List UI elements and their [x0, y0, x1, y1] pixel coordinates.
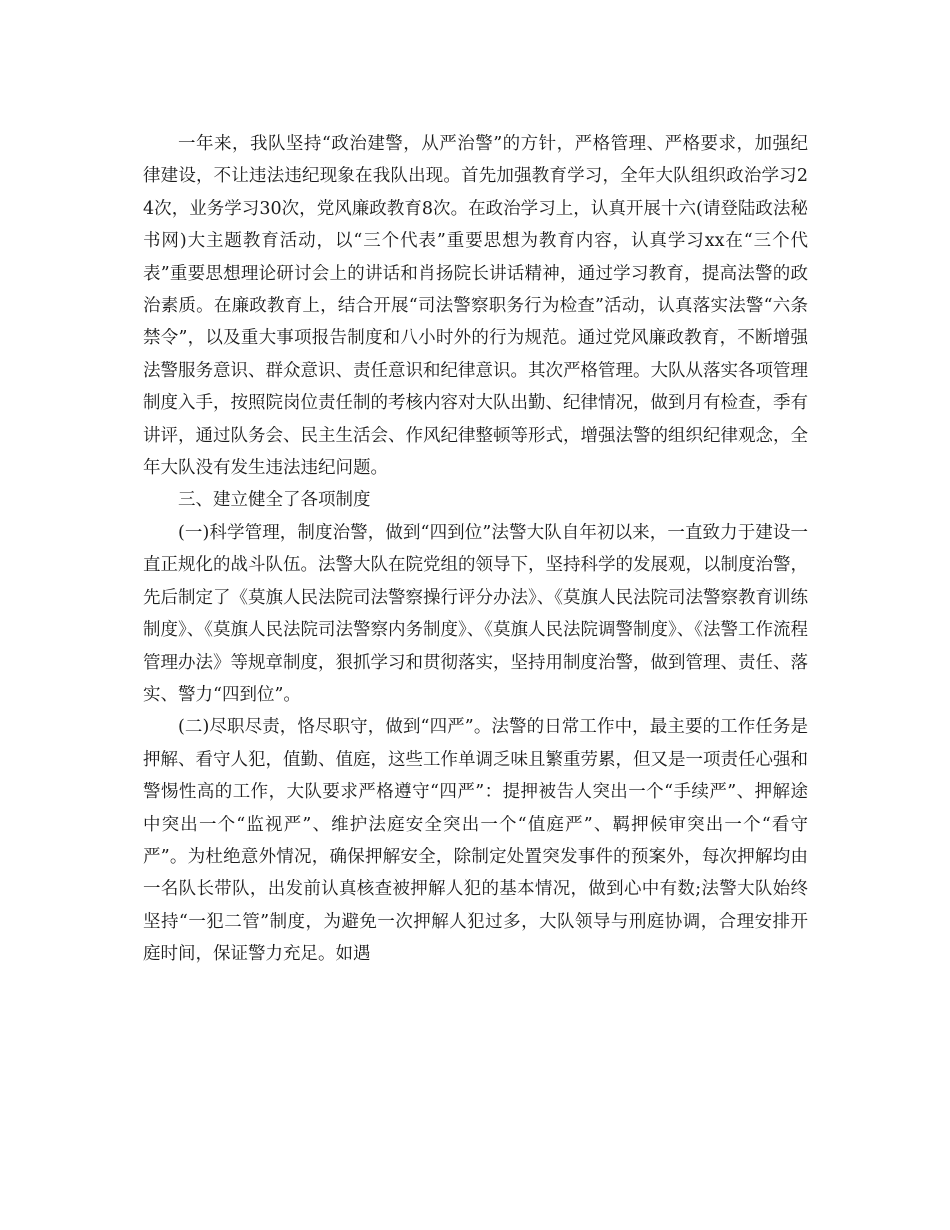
document-body: [143, 128, 808, 971]
paragraph-scientific-management: (一)科学管理，制度治警，做到“四到位”法警大队自年初以来，一直致力于建设一直正规化的战斗队伍。法警大队在院党组的领导下，坚持科学的发展观，以制度治警，先后制定了《莫旗人民法院司法警察操行评分办法》、《莫旗人民法院司法警察教育训练制度》、《莫旗人民法院司法警察内务制度》、《莫旗人民法院调警制度》、《法警工作流程管理办法》等规章制度，狠抓学习和贯彻落实，坚持用制度治警，做到管理、责任、落实、警力“四到位”。: [143, 522, 808, 705]
paragraph-discipline: 一年来，我队坚持“政治建警，从严治警”的方针，严格管理、严格要求，加强纪律建设，不让违法违纪现象在我队出现。首先加强教育学习，全年大队组织政治学习24次，业务学习30次，党风廉政教育8次。在政治学习上，认真开展十六(请登陆政法秘书网)大主题教育活动，以“三个代表”重要思想为教育内容，认真学习xx在“三个代表”重要思想理论研讨会上的讲话和肖扬院长讲话精神，通过学习教育，提高法警的政治素质。在廉政教育上，结合开展“司法警察职务行为检查”活动，认真落实法警“六条禁令”，以及重大事项报告制度和八小时外的行为规范。通过党风廉政教育，不断增强法警服务意识、群众意识、责任意识和纪律意识。其次严格管理。大队从落实各项管理制度入手，按照院岗位责任制的考核内容对大队出勤、纪律情况，做到月有检查，季有讲评，通过队务会、民主生活会、作风纪律整顿等形式，增强法警的组织纪律观念，全年大队没有发生违法违纪问题。: [143, 134, 808, 479]
paragraph-four-strict: (二)尽职尽责，恪尽职守，做到“四严”。法警的日常工作中，最主要的工作任务是押解、看守人犯，值勤、值庭，这些工作单调乏味且繁重劳累，但又是一项责任心强和警惕性高的工作，大队要求严格遵守“四严”：提押被告人突出一个“手续严”、押解途中突出一个“监视严”、维护法庭安全突出一个“值庭严”、羁押候审突出一个“看守严”。为杜绝意外情况，确保押解安全，除制定处置突发事件的预案外，每次押解均由一名队长带队，出发前认真核查被押解人犯的基本情况，做到心中有数;法警大队始终坚持“一犯二管”制度，为避免一次押解人犯过多，大队领导与刑庭协调，合理安排开庭时间，保证警力充足。如遇: [143, 717, 808, 965]
section-heading-systems: 三、建立健全了各项制度: [178, 490, 371, 511]
